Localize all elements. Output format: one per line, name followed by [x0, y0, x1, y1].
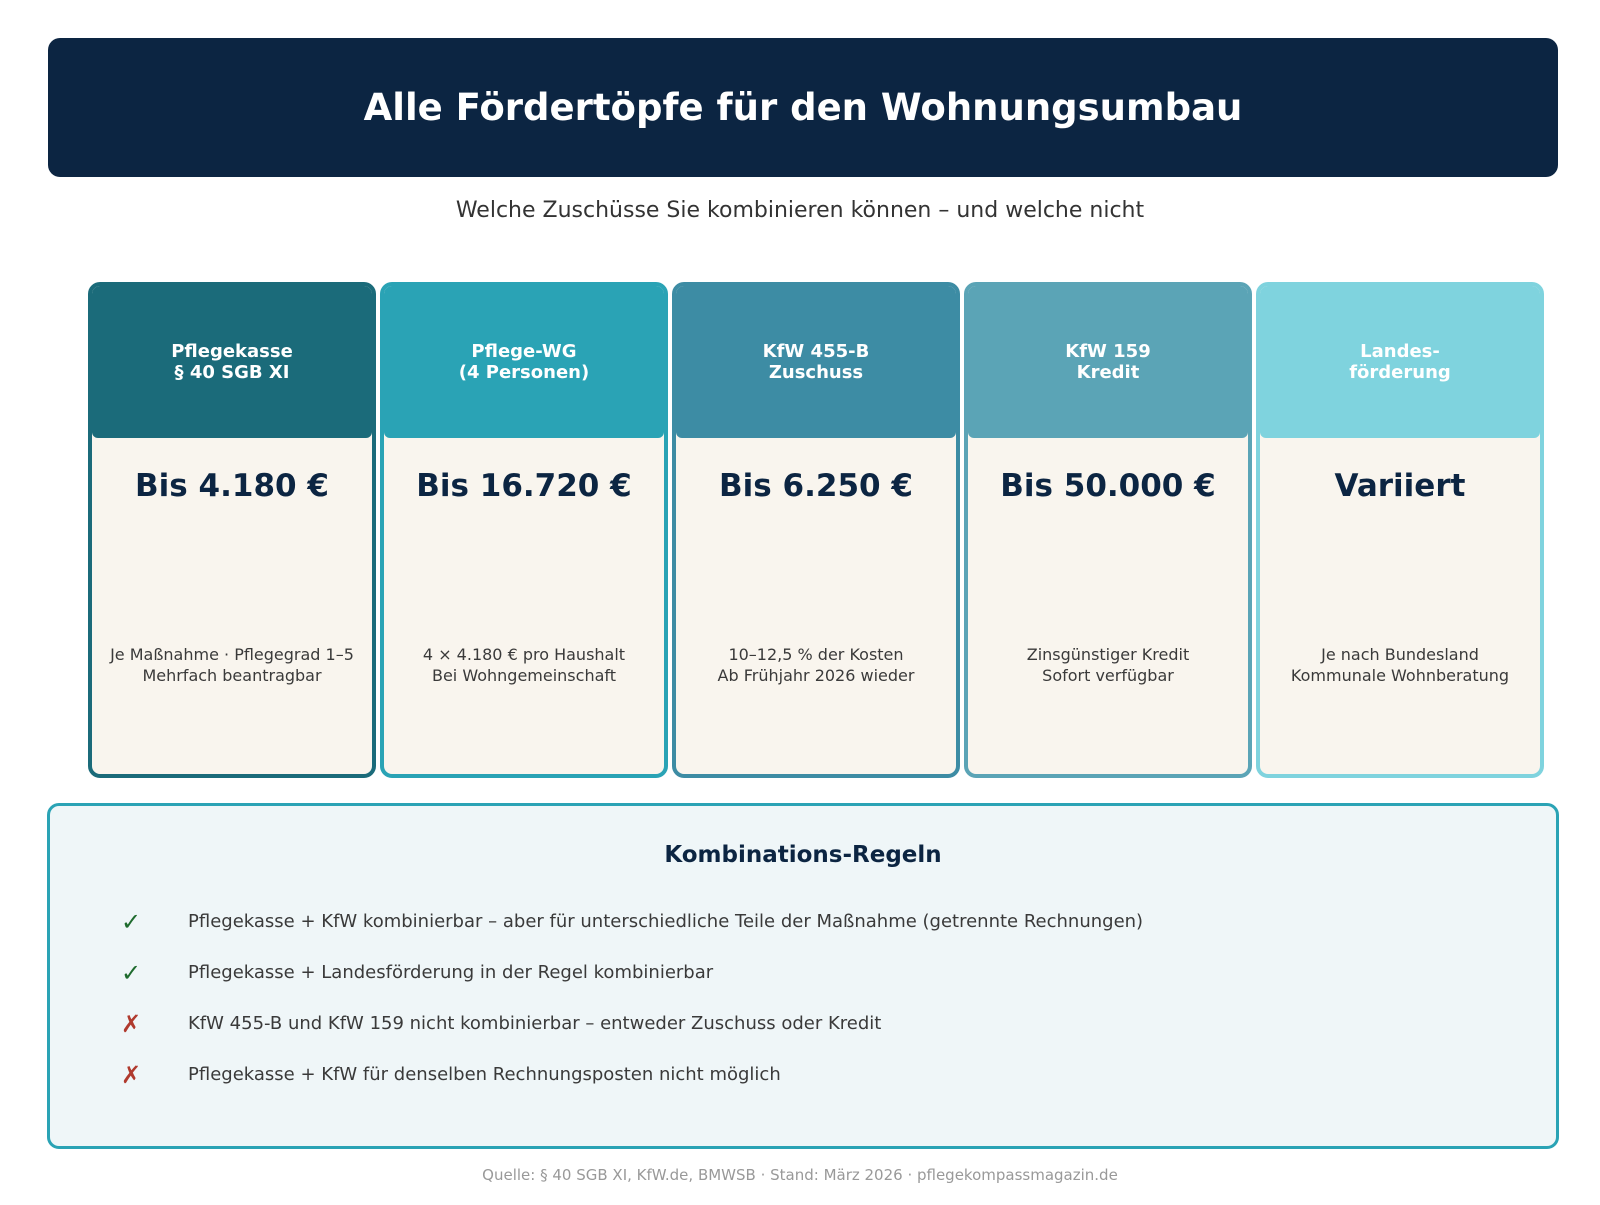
- rule-item: [50, 1009, 1556, 1039]
- funding-card-kfw-159: [964, 282, 1252, 778]
- rule-text: KfW 455-B und KfW 159 nicht kombinierbar – entweder Zuschuss oder Kredit: [188, 1013, 882, 1034]
- title-banner: [48, 38, 1558, 177]
- rule-text: Pflegekasse + KfW für denselben Rechnungsposten nicht möglich: [188, 1064, 781, 1085]
- rule-item: [50, 907, 1556, 937]
- card-description: 10–12,5 % der Kosten Ab Frühjahr 2026 wieder: [717, 645, 915, 685]
- funding-card-pflegekasse: [88, 282, 376, 778]
- card-header: Pflege-WG (4 Personen): [384, 286, 664, 438]
- source-footer: Quelle: § 40 SGB XI, KfW.de, BMWSB · Stand: März 2026 · pflegekompassmagazin.de: [482, 1166, 1118, 1184]
- combination-rules-panel: [47, 803, 1559, 1149]
- card-description: Je nach Bundesland Kommunale Wohnberatung: [1290, 645, 1510, 685]
- card-amount: Bis 16.720 €: [416, 468, 632, 504]
- card-description: Zinsgünstiger Kredit Sofort verfügbar: [1026, 645, 1190, 685]
- card-description: Je Maßnahme · Pflegegrad 1–5 Mehrfach beantragbar: [110, 645, 354, 685]
- card-header: Pflegekasse § 40 SGB XI: [92, 286, 372, 438]
- cross-icon: ✗: [120, 1061, 142, 1089]
- page-title: Alle Fördertöpfe für den Wohnungsumbau: [363, 86, 1243, 129]
- funding-card-pflege-wg: [380, 282, 668, 778]
- cross-icon: ✗: [120, 1010, 142, 1038]
- rule-text: Pflegekasse + KfW kombinierbar – aber für unterschiedliche Teile der Maßnahme (getrennte Rechnungen): [188, 911, 1144, 932]
- card-header: KfW 159 Kredit: [968, 286, 1248, 438]
- rule-text: Pflegekasse + Landesförderung in der Regel kombinierbar: [188, 962, 714, 983]
- card-amount: Variiert: [1334, 468, 1466, 504]
- check-icon: ✓: [120, 959, 142, 987]
- rule-item: [50, 958, 1556, 988]
- card-header: Landes- förderung: [1260, 286, 1540, 438]
- card-amount: Bis 4.180 €: [135, 468, 329, 504]
- rules-title: Kombinations-Regeln: [664, 842, 942, 868]
- funding-card-landesfoerderung: [1256, 282, 1544, 778]
- check-icon: ✓: [120, 908, 142, 936]
- card-header: KfW 455-B Zuschuss: [676, 286, 956, 438]
- card-amount: Bis 50.000 €: [1000, 468, 1216, 504]
- card-amount: Bis 6.250 €: [719, 468, 913, 504]
- card-description: 4 × 4.180 € pro Haushalt Bei Wohngemeinschaft: [422, 645, 626, 685]
- funding-card-kfw-455b: [672, 282, 960, 778]
- rule-item: [50, 1060, 1556, 1090]
- page-subtitle: Welche Zuschüsse Sie kombinieren können – und welche nicht: [455, 198, 1145, 223]
